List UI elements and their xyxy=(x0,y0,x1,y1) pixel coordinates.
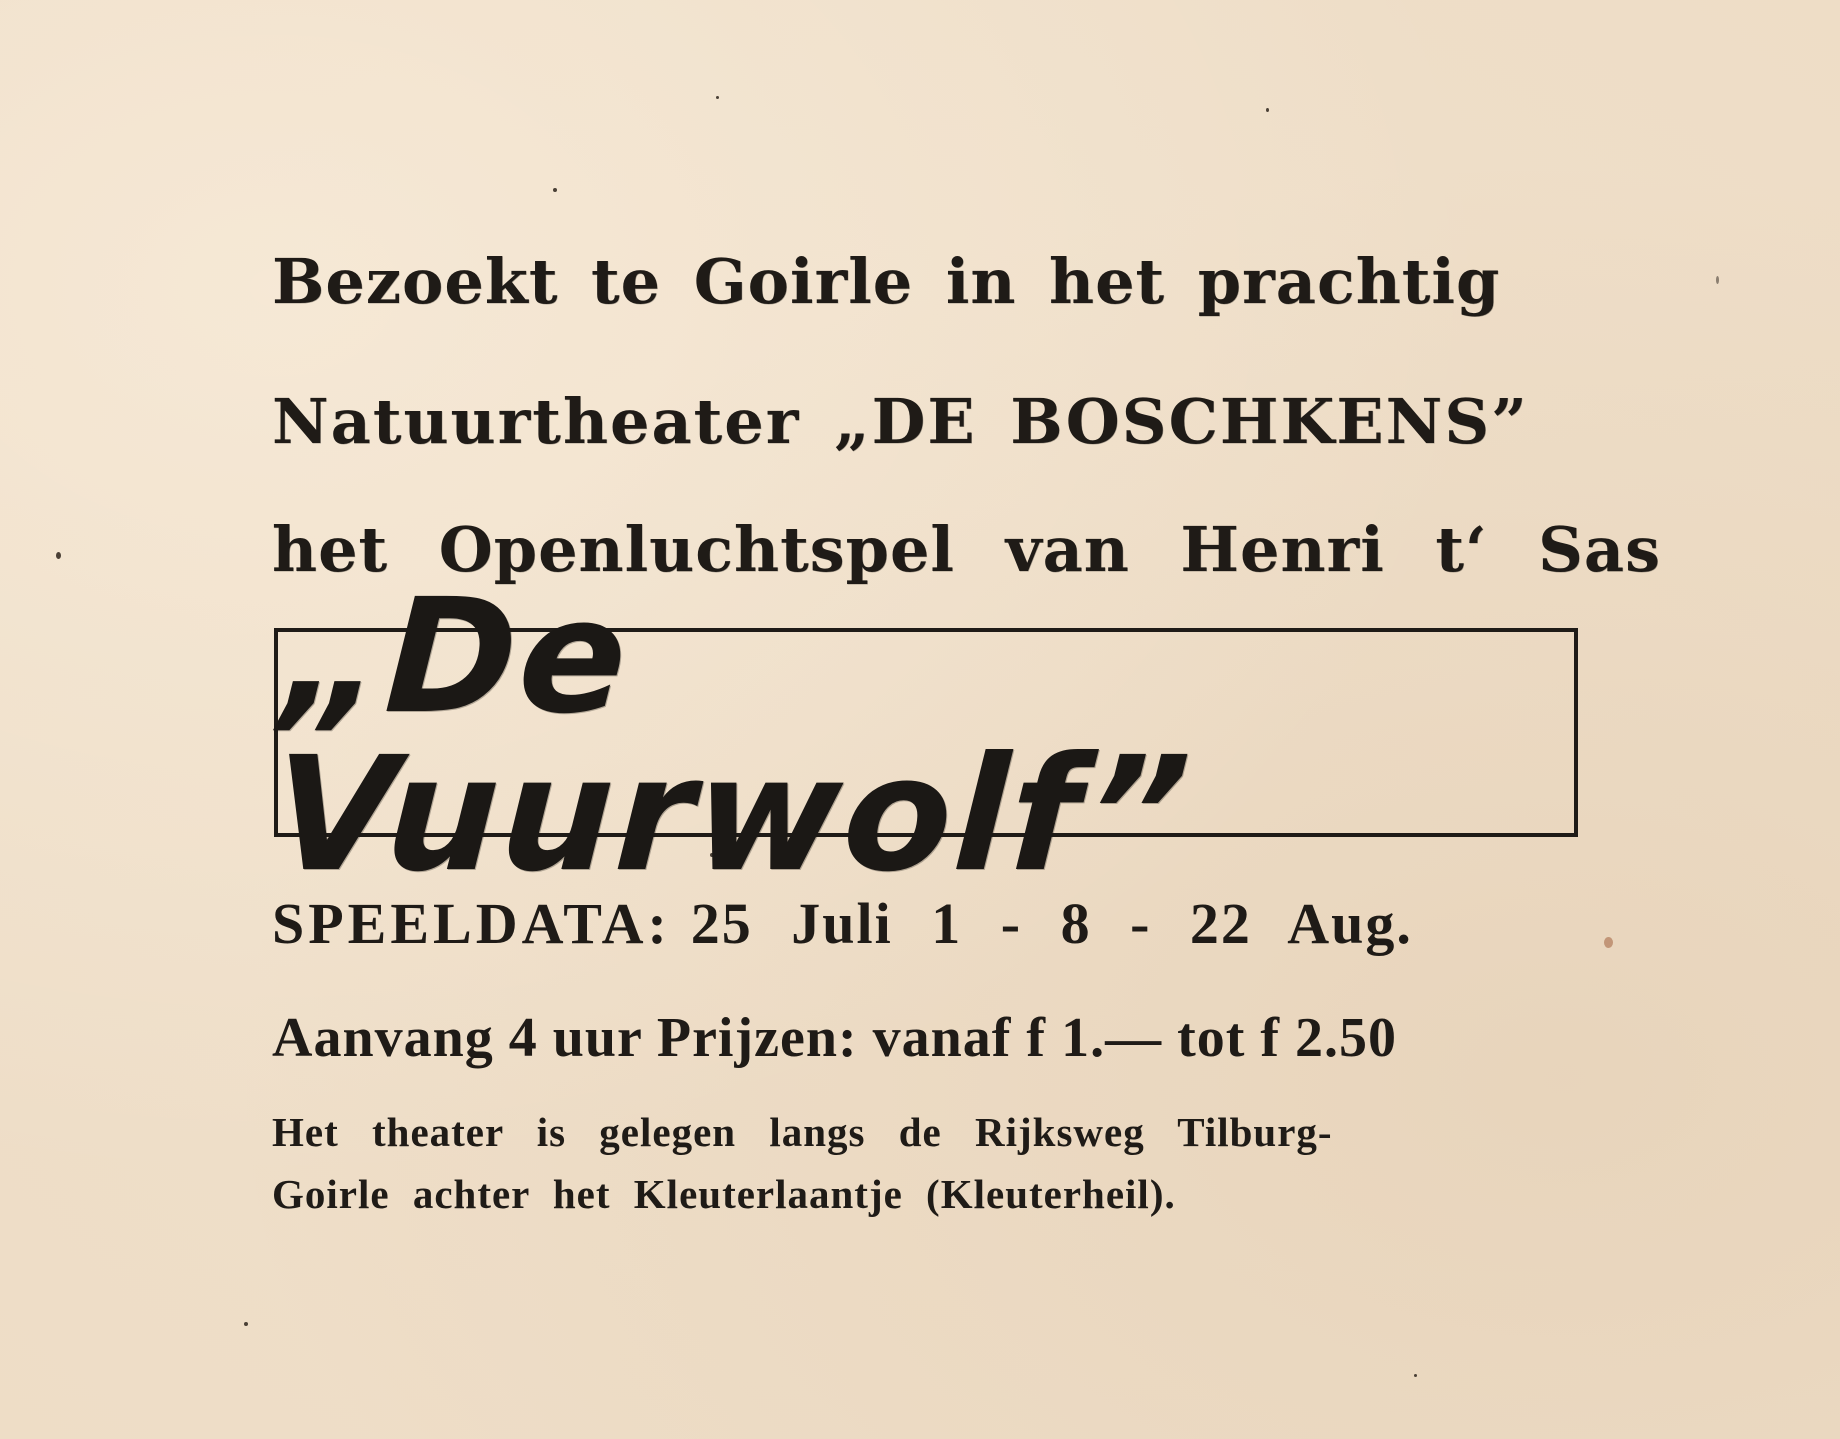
paper-speck xyxy=(553,188,557,192)
intro-line-2: Natuurtheater „DE BOSCHKENS” xyxy=(272,385,1529,458)
start-time-and-prices: Aanvang 4 uur Prijzen: vanaf f 1.— tot f 2.50 xyxy=(272,1007,1398,1069)
title-box xyxy=(269,564,1578,907)
dates-label: SPEELDATA: xyxy=(272,891,671,956)
paper-speck xyxy=(1604,937,1613,948)
paper-speck xyxy=(1266,108,1269,112)
location-line-1: Het theater is gelegen langs de Rijksweg Tilburg- xyxy=(272,1109,1333,1155)
paper-speck xyxy=(716,96,719,99)
location-line-2: Goirle achter het Kleuterlaantje (Kleuterheil). xyxy=(272,1171,1176,1217)
intro-line-1: Bezoekt te Goirle in het prachtig xyxy=(272,245,1501,318)
paper-speck xyxy=(1414,1374,1417,1377)
intro-line-3: het Openluchtspel van Henri t‘ Sas xyxy=(272,513,1661,586)
paper-speck xyxy=(56,552,61,559)
paper-speck xyxy=(244,1322,248,1326)
play-title: „De Vuurwolf” xyxy=(269,564,1197,907)
dates-value: 25 Juli 1 - 8 - 22 Aug. xyxy=(690,891,1413,956)
paper-speck xyxy=(1716,276,1719,284)
